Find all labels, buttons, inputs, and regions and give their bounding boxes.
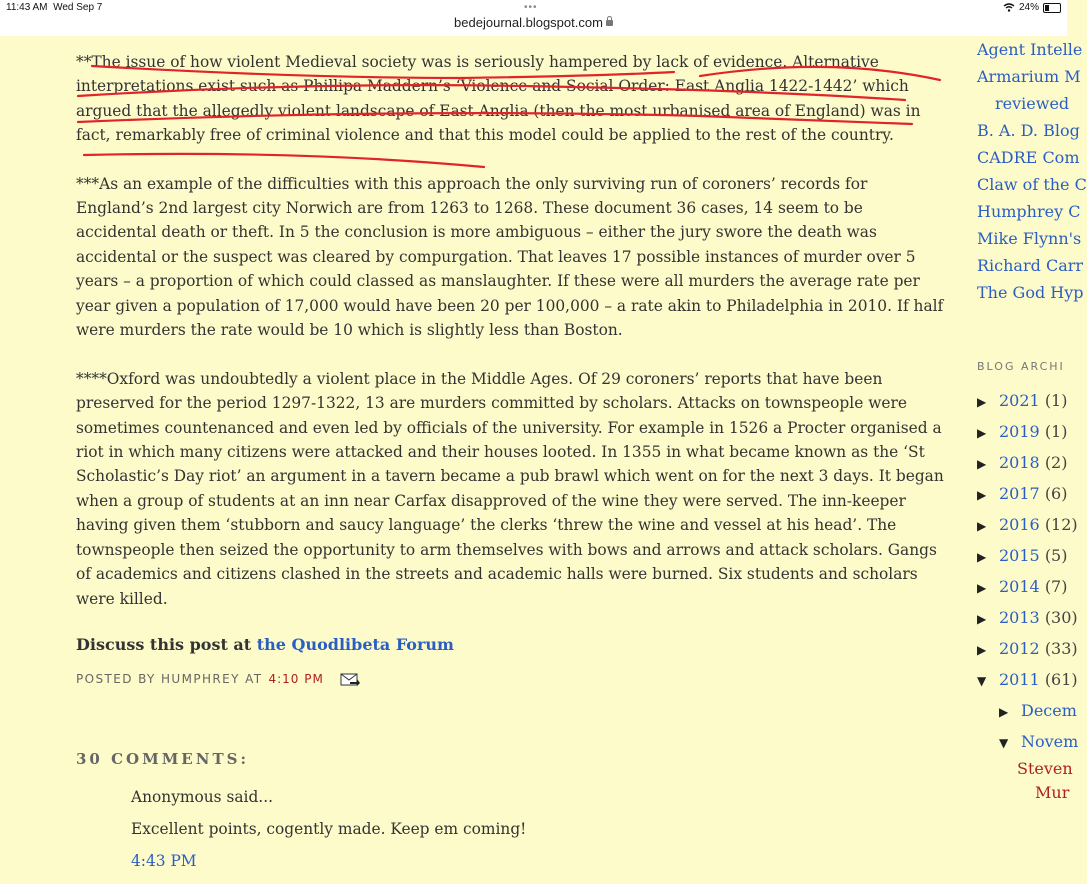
expand-triangle-icon[interactable]: ▶	[977, 550, 987, 564]
sidebar-link[interactable]: Armarium M	[977, 67, 1081, 86]
blog-archive-heading: BLOG ARCHI	[977, 360, 1065, 373]
battery-percent: 24%	[1018, 2, 1039, 13]
sidebar-link[interactable]: reviewed	[995, 94, 1070, 113]
archive-year[interactable]: ▶ 2012 (33)	[977, 633, 1077, 664]
expand-triangle-icon[interactable]: ▶	[977, 426, 987, 440]
post-time-link[interactable]: 4:10 PM	[268, 672, 324, 687]
battery-icon	[1043, 3, 1061, 13]
forum-link[interactable]: the Quodlibeta Forum	[256, 635, 454, 655]
archive-month[interactable]: ▼ Novem	[977, 726, 1077, 757]
expand-triangle-icon[interactable]: ▶	[977, 643, 987, 657]
sidebar-link[interactable]: Agent Intelle	[977, 40, 1083, 59]
post-body	[76, 50, 946, 884]
archive-year[interactable]: ▶ 2013 (30)	[977, 602, 1077, 633]
archive-year[interactable]: ▶ 2015 (5)	[977, 540, 1077, 571]
discuss-line: Discuss this post at the Quodlibeta Forum	[76, 635, 454, 655]
sidebar	[977, 36, 1087, 805]
footnote-paragraph: **The issue of how violent Medieval society was is seriously hampered by lack of evidence. Alternative interpretations exist such as Phillipa Maddern’s ‘Violence and Social Order: East Anglia 1422-1442’ which argued that the allegedly violent landscape of East Anglia (then the most urbanised area of England) was in fact, remarkably free of criminal violence and that this model could be applied to the rest of the country.	[76, 53, 921, 145]
archive-year[interactable]: ▶ 2019 (1)	[977, 416, 1077, 447]
email-post-icon[interactable]	[340, 672, 360, 686]
comment-item	[131, 788, 946, 884]
comment-author: Anonymous said...	[131, 788, 273, 807]
sidebar-link[interactable]: B. A. D. Blog	[977, 121, 1080, 140]
footnote-paragraph: ****Oxford was undoubtedly a violent place in the Middle Ages. Of 29 coroners’ reports that have been preserved for the period 1297-1322, 13 are murders committed by scholars. Attacks on townspeople were sometimes countenanced and even led by officials of the university. For example in 1526 a Procter organised a riot in which many citizens were attacked and their houses looted. In 1355 in what became known as the ‘St Scholastic’s Day riot’ an argument in a tavern became a pub brawl which went on for the next 3 days. It began when a group of students at an inn near Carfax disapproved of the wine they were served. The inn-keeper having given them ‘stubborn and saucy language’ the clerks ‘threw the wine and vessel at his head’. The townspeople then seized the opportunity to arm themselves with bows and arrows and attack scholars. Gangs of academics and citizens clashed in the streets and academic halls were burned. Six students and scholars were killed.	[76, 369, 944, 608]
lock-icon	[606, 20, 613, 26]
post-footer	[76, 672, 946, 686]
comment-text: Excellent points, cogently made. Keep em coming!	[131, 820, 527, 839]
footnote-paragraph: ***As an example of the difficulties with this approach the only surviving run of coroners’ records for England’s 2nd largest city Norwich are from 1263 to 1268. These document 36 cases, 14 seem to be accidental death or theft. In 5 the conclusion is more ambiguous – either the jury swore the death was accidental or the suspect was cleared by compurgation. That leaves 17 possible instances of murder over 5 years – a proportion of which could classed as manslaughter. If these were all murders the average rate per year given a population of 17,000 would have been 20 per 100,000 – a rate akin to Philadelphia in 2010. If half were murders the rate would be 10 which is slightly less than Boston.	[76, 174, 944, 340]
archive-post-link[interactable]: Steven	[1017, 759, 1073, 778]
expand-triangle-icon[interactable]: ▶	[999, 705, 1009, 719]
expand-triangle-icon[interactable]: ▶	[977, 488, 987, 502]
expand-triangle-icon[interactable]: ▶	[977, 519, 987, 533]
comments-heading: 30 COMMENTS:	[76, 750, 249, 769]
expand-triangle-icon[interactable]: ▶	[977, 457, 987, 471]
status-bar	[0, 0, 1067, 36]
sidebar-link[interactable]: CADRE Com	[977, 148, 1080, 167]
sidebar-link[interactable]: The God Hyp	[977, 283, 1084, 302]
archive-year[interactable]: ▶ 2021 (1)	[977, 385, 1077, 416]
wifi-icon	[1003, 3, 1015, 12]
archive-year[interactable]: ▶ 2014 (7)	[977, 571, 1077, 602]
expand-triangle-icon[interactable]: ▶	[977, 395, 987, 409]
sidebar-link[interactable]: Richard Carr	[977, 256, 1084, 275]
expand-triangle-icon[interactable]: ▶	[977, 612, 987, 626]
archive-year[interactable]: ▼ 2011 (61)	[977, 664, 1077, 695]
sidebar-link[interactable]: Humphrey C	[977, 202, 1081, 221]
posted-by: POSTED BY HUMPHREY AT	[76, 672, 263, 687]
address-bar[interactable]: bedejournal.blogspot.com	[0, 15, 1067, 30]
sidebar-link[interactable]: Mike Flynn's	[977, 229, 1082, 248]
status-time: 11:43 AM Wed Sep 7	[6, 2, 103, 13]
archive-year[interactable]: ▶ 2018 (2)	[977, 447, 1077, 478]
expand-triangle-icon[interactable]: ▶	[977, 581, 987, 595]
sidebar-link[interactable]: Claw of the C	[977, 175, 1087, 194]
archive-month[interactable]: ▶ Decem	[977, 695, 1077, 726]
collapse-triangle-icon[interactable]: ▼	[977, 674, 987, 688]
archive-post-link[interactable]: Mur	[1035, 783, 1070, 802]
collapse-triangle-icon[interactable]: ▼	[999, 736, 1009, 750]
comment-time-link[interactable]: 4:43 PM	[131, 852, 197, 871]
archive-year[interactable]: ▶ 2017 (6)	[977, 478, 1077, 509]
status-right	[1003, 2, 1061, 13]
tab-dots-icon[interactable]: •••	[524, 2, 538, 13]
archive-year[interactable]: ▶ 2016 (12)	[977, 509, 1077, 540]
